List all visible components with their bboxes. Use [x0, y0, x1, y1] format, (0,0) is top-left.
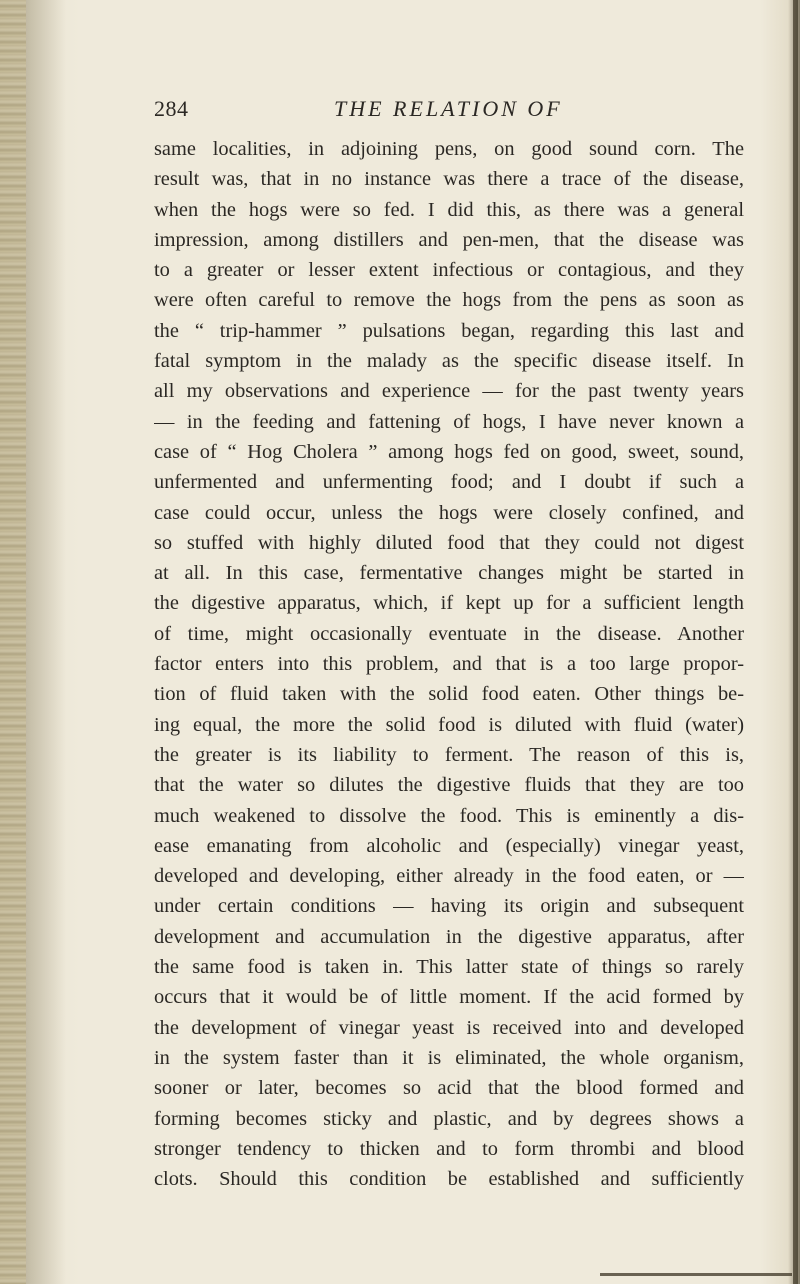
text-line: sooner or later, becomes so acid that the blood formed and: [154, 1077, 744, 1100]
text-line: of time, might occasionally eventuate in the disease. Another: [154, 622, 744, 645]
text-line: developed and developing, either already in the food eaten, or —: [154, 865, 744, 888]
text-line: — in the feeding and fattening of hogs, I have never known a: [154, 410, 744, 433]
text-line: that the water so dilutes the digestive fluids that they are too: [154, 774, 744, 797]
text-line: so stuffed with highly diluted food that they could not digest: [154, 531, 744, 554]
text-line: ease emanating from alcoholic and (especially) vinegar yeast,: [154, 834, 744, 857]
text-line: clots. Should this condition be established and sufficiently: [154, 1168, 744, 1191]
text-line: forming becomes sticky and plastic, and by degrees shows a: [154, 1107, 744, 1130]
text-line: case of “ Hog Cholera ” among hogs fed on good, sweet, sound,: [154, 440, 744, 463]
running-title: THE RELATION OF: [334, 96, 563, 121]
text-line: in the system faster than it is eliminated, the whole organism,: [154, 1046, 744, 1069]
text-line: unfermented and unfermenting food; and I doubt if such a: [154, 471, 744, 494]
running-header: [154, 96, 744, 130]
text-line: the digestive apparatus, which, if kept up for a sufficient length: [154, 592, 744, 615]
text-line: case could occur, unless the hogs were closely confined, and: [154, 501, 744, 524]
text-line: fatal symptom in the malady as the specific disease itself. In: [154, 350, 744, 373]
text-line: same localities, in adjoining pens, on good sound corn. The: [154, 138, 744, 160]
text-line: stronger tendency to thicken and to form thrombi and blood: [154, 1137, 744, 1160]
text-line: occurs that it would be of little moment. If the acid formed by: [154, 986, 744, 1009]
text-line: development and accumulation in the digestive apparatus, after: [154, 925, 744, 948]
text-line: at all. In this case, fermentative changes might be started in: [154, 562, 744, 585]
text-line: the same food is taken in. This latter state of things so rarely: [154, 956, 744, 979]
gutter-shadow: [26, 0, 66, 1284]
text-line: tion of fluid taken with the solid food eaten. Other things be-: [154, 683, 744, 706]
page-number: 284: [154, 96, 189, 121]
text-line: the “ trip-hammer ” pulsations began, regarding this last and: [154, 319, 744, 342]
bottom-edge-rule: [600, 1273, 792, 1276]
text-line: all my observations and experience — for the past twenty years: [154, 380, 744, 403]
page-edge-bar: [793, 0, 798, 1284]
text-line: the greater is its liability to ferment. The reason of this is,: [154, 743, 744, 766]
text-line: when the hogs were so fed. I did this, as there was a general: [154, 198, 744, 221]
body-text: [154, 134, 744, 1244]
text-line: under certain conditions — having its origin and subsequent: [154, 895, 744, 918]
text-line: result was, that in no instance was there a trace of the disease,: [154, 168, 744, 191]
text-line: the development of vinegar yeast is received into and developed: [154, 1016, 744, 1039]
text-line: were often careful to remove the hogs from the pens as soon as: [154, 289, 744, 312]
text-line: impression, among distillers and pen-men, that the disease was: [154, 228, 744, 251]
book-gutter: [0, 0, 26, 1284]
text-line: much weakened to dissolve the food. This is eminently a dis-: [154, 804, 744, 827]
text-line: to a greater or lesser extent infectious or contagious, and they: [154, 259, 744, 282]
text-line: ing equal, the more the solid food is diluted with fluid (water): [154, 713, 744, 736]
text-line: factor enters into this problem, and that is a too large propor-: [154, 653, 744, 676]
